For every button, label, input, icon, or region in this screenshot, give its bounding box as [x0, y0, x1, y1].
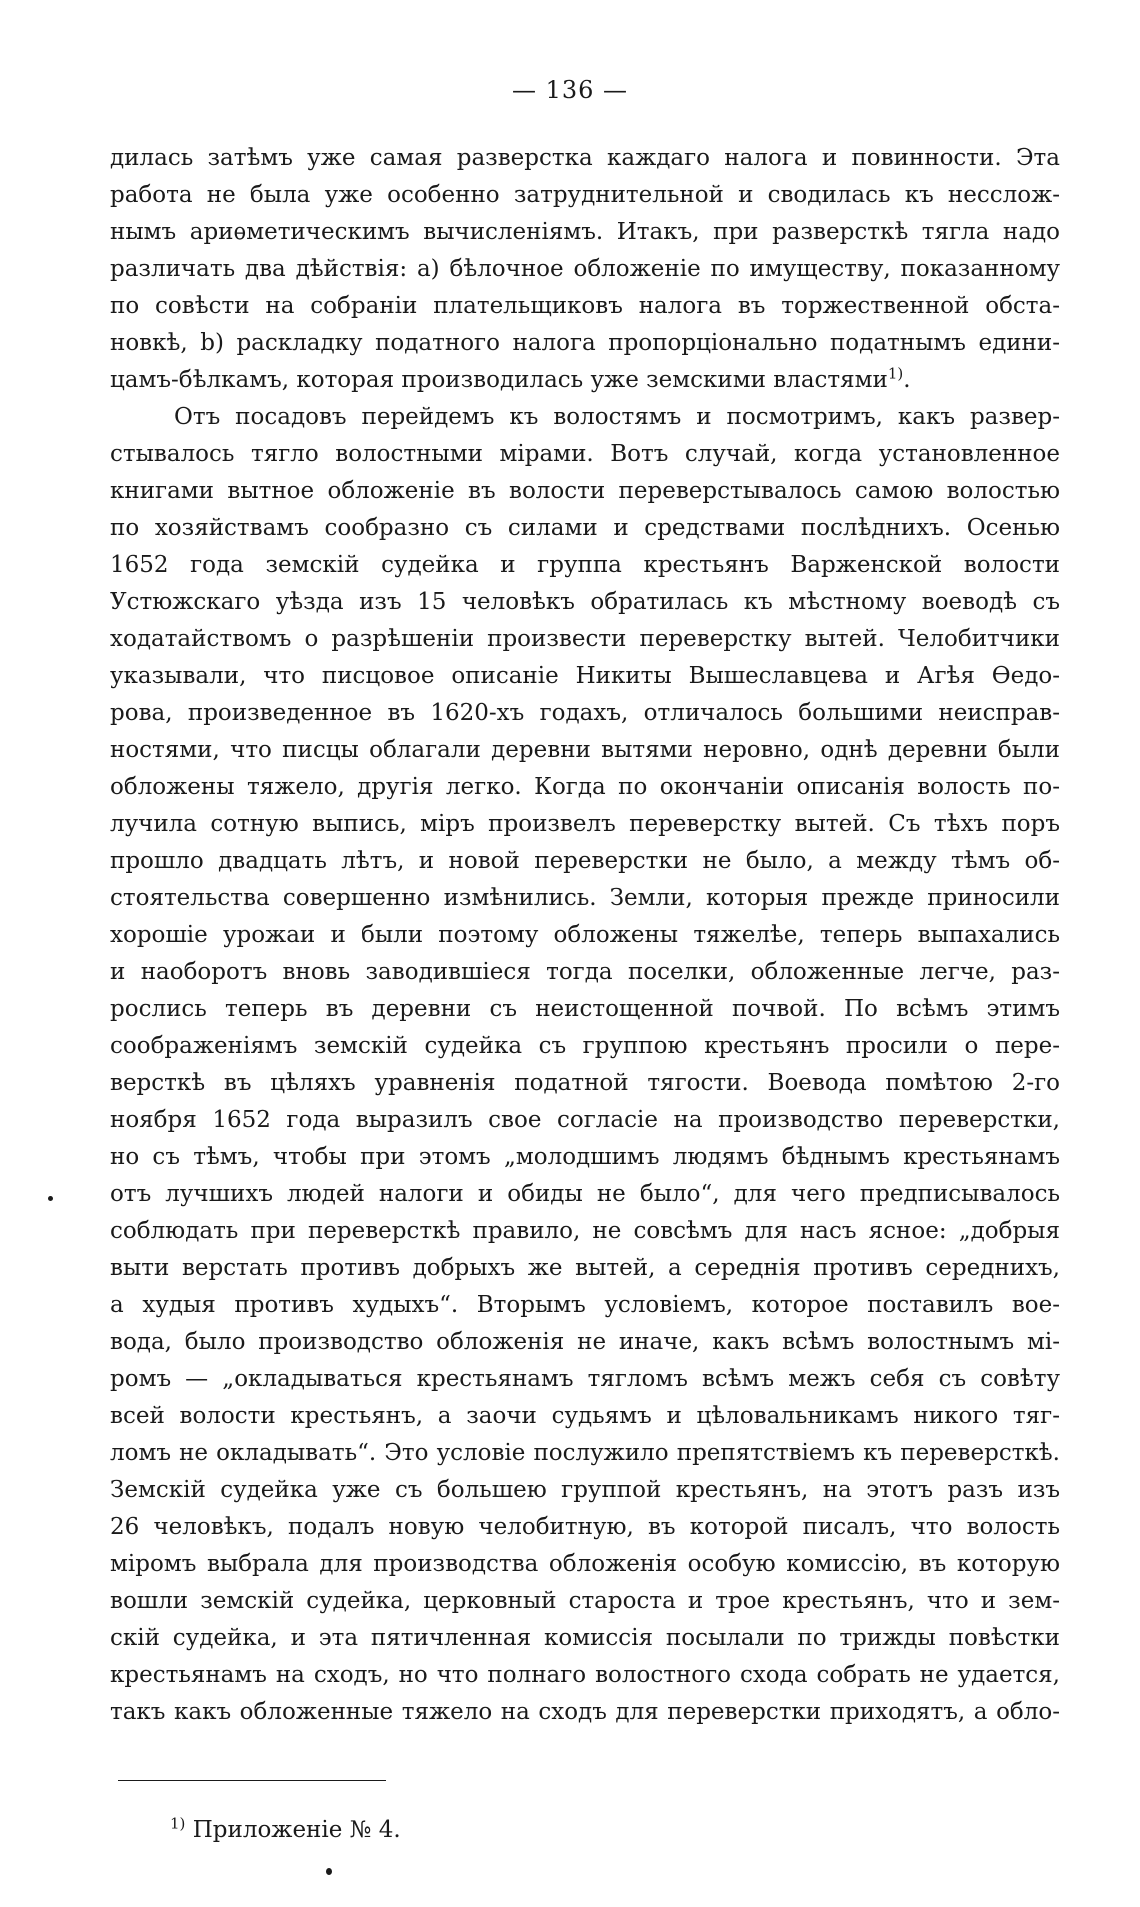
text-line: Отъ посадовъ перейдемъ къ волостямъ и посмотримъ, какъ развер-: [174, 404, 1060, 430]
text-line: указывали, что писцовое описаніе Никиты Вышеславцева и Агѣя Ѳедо-: [110, 663, 1060, 689]
paragraph-1: [110, 140, 1060, 399]
text-line: ходатайствомъ о разрѣшеніи произвести переверстку вытей. Челобитчики: [110, 626, 1060, 652]
sentence-end: .: [903, 367, 911, 393]
text-line: прошло двадцать лѣтъ, и новой переверстки не было, а между тѣмъ об-: [110, 848, 1060, 874]
text-line: нымъ ариѳметическимъ вычисленіямъ. Итакъ, при разверсткѣ тягла надо: [110, 219, 1060, 245]
text-line: различать два дѣйствія: а) бѣлочное обложеніе по имуществу, показанному: [110, 256, 1060, 282]
text-line: ромъ — „окладываться крестьянамъ тягломъ всѣмъ межъ себя съ совѣту: [110, 1366, 1060, 1392]
text-line: дилась затѣмъ уже самая разверстка каждаго налога и повинности. Эта: [110, 145, 1060, 171]
text-line: міромъ выбрала для производства обложенія особую комиссію, въ которую: [110, 1551, 1060, 1577]
text-line: такъ какъ обложенные тяжело на сходъ для переверстки приходятъ, а обло-: [110, 1699, 1060, 1725]
text-line: рова, произведенное въ 1620-хъ годахъ, отличалось большими неисправ-: [110, 700, 1060, 726]
text-line: 26 человѣкъ, подалъ новую челобитную, въ которой писалъ, что волость: [110, 1514, 1060, 1540]
text-line: вода, было производство обложенія не иначе, какъ всѣмъ волостнымъ мі-: [110, 1329, 1060, 1355]
text-line: ностями, что писцы облагали деревни вытями неровно, однѣ деревни были: [110, 737, 1060, 763]
text-line: ноября 1652 года выразилъ свое согласіе на производство переверстки,: [110, 1107, 1060, 1133]
text-line: и наоборотъ вновь заводившіеся тогда поселки, обложенные легче, раз-: [110, 959, 1060, 985]
text-line: по совѣсти на собраніи плательщиковъ налога въ торжественной обста-: [110, 293, 1060, 319]
text-line: всей волости крестьянъ, а заочи судьямъ и цѣловальникамъ никого тяг-: [110, 1403, 1060, 1429]
text-line: соблюдать при переверсткѣ правило, не совсѣмъ для насъ ясное: „добрыя: [110, 1218, 1060, 1244]
text-line: [110, 362, 1060, 399]
text-line: но съ тѣмъ, чтобы при этомъ „молодшимъ людямъ бѣднымъ крестьянамъ: [110, 1144, 1060, 1170]
footnote-text: Приложеніе № 4.: [185, 1817, 401, 1843]
text-line: отъ лучшихъ людей налоги и обиды не было“, для чего предписывалось: [110, 1181, 1060, 1207]
text-line: вошли земскій судейка, церковный староста и трое крестьянъ, что и зем-: [110, 1588, 1060, 1614]
text-line: крестьянамъ на сходъ, но что полнаго волостного схода собрать не удается,: [110, 1662, 1060, 1688]
footnote-mark: 1): [170, 1814, 186, 1833]
text-line: ломъ не окладывать“. Это условіе послужило препятствіемъ къ переверсткѣ.: [110, 1440, 1060, 1466]
text-line: новкѣ, b) раскладку податного налога пропорціонально податнымъ едини-: [110, 330, 1060, 356]
text-line: по хозяйствамъ сообразно съ силами и средствами послѣднихъ. Осенью: [110, 515, 1060, 541]
text-line: стывалось тягло волостными мірами. Вотъ случай, когда установленное: [110, 441, 1060, 467]
text-line: Земскій судейка уже съ большею группой крестьянъ, на этотъ разъ изъ: [110, 1477, 1060, 1503]
text-line: соображеніямъ земскій судейка съ группою крестьянъ просили о пере-: [110, 1033, 1060, 1059]
text-line: версткѣ въ цѣляхъ уравненія податной тягости. Воевода помѣтою 2-го: [110, 1070, 1060, 1096]
footnote-divider: [118, 1780, 386, 1781]
footnote: [170, 1812, 401, 1849]
text-line: хорошіе урожаи и были поэтому обложены тяжелѣе, теперь выпахались: [110, 922, 1060, 948]
body-text: [110, 140, 1060, 1731]
text-line: работа не была уже особенно затруднительной и сводилась къ несслож-: [110, 182, 1060, 208]
text-line: выти верстать противъ добрыхъ же вытей, а середнія противъ середнихъ,: [110, 1255, 1060, 1281]
text-line: скій судейка, и эта пятичленная комиссія посылали по трижды повѣстки: [110, 1625, 1060, 1651]
text-line: 1652 года земскій судейка и группа крестьянъ Варженской волости: [110, 552, 1060, 578]
page-number: — 136 —: [511, 76, 629, 104]
text-line: книгами вытное обложеніе въ волости переверстывалось самою волостью: [110, 478, 1060, 504]
footnote-reference: 1): [887, 364, 904, 383]
text-line: Устюжскаго уѣзда изъ 15 человѣкъ обратилась къ мѣстному воеводѣ съ: [110, 589, 1060, 615]
print-speck: [326, 1868, 332, 1875]
text-line: обложены тяжело, другія легко. Когда по окончаніи описанія волость по-: [110, 774, 1060, 800]
text-line: стоятельства совершенно измѣнились. Земли, которыя прежде приносили: [110, 885, 1060, 911]
text-line: а худыя противъ худыхъ“. Вторымъ условіемъ, которое поставилъ вое-: [110, 1292, 1060, 1318]
text-line: лучила сотную выпись, міръ произвелъ переверстку вытей. Съ тѣхъ поръ: [110, 811, 1060, 837]
text-line: рослись теперь въ деревни съ неистощенной почвой. По всѣмъ этимъ: [110, 996, 1060, 1022]
print-speck: [48, 1196, 53, 1201]
text-line-content: цамъ-бѣлкамъ, которая производилась уже земскими властями: [110, 367, 888, 393]
paragraph-2: [110, 399, 1060, 1731]
